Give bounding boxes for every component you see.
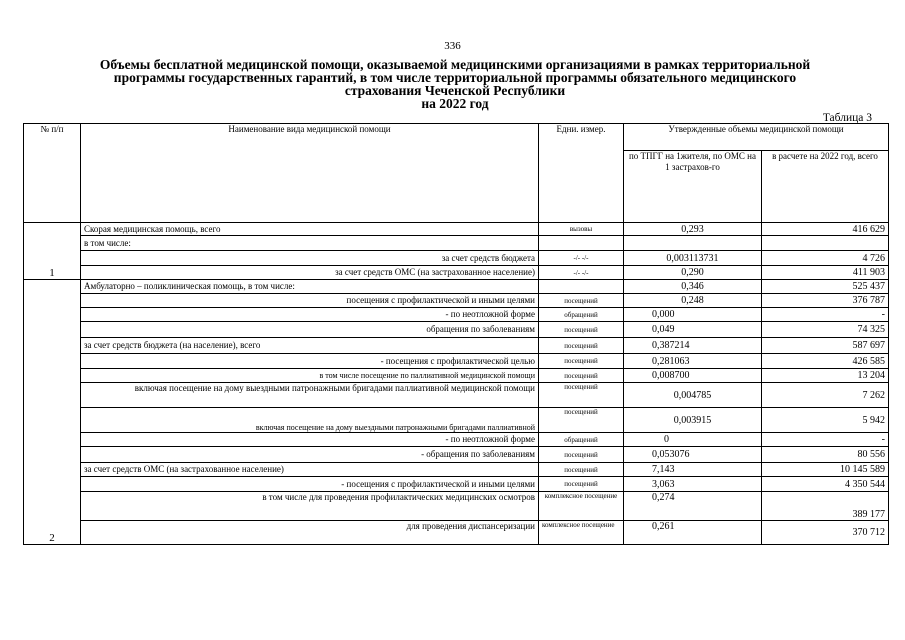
row-name: за счет средств бюджета (на население), всего [81, 338, 539, 354]
row-name: обращения по заболеваниям [81, 322, 539, 338]
row-unit: посещений [539, 354, 624, 369]
row-name: для проведения диспансеризации [81, 521, 539, 545]
row-unit: обращений [539, 433, 624, 447]
row-name: Амбулаторно – поликлиническая помощь, в том числе: [81, 280, 539, 294]
row-unit: обращений [539, 308, 624, 322]
row-total: 389 177 [762, 492, 889, 521]
header-unit: Едни. измер. [539, 124, 624, 223]
title-line-1: Объемы бесплатной медицинской помощи, оказываемой медицинскими организациями в рамках территориальной [99, 57, 811, 72]
row-unit: посещений [539, 369, 624, 383]
table-row [24, 322, 889, 338]
row-unit: -/- -/- [539, 251, 624, 266]
row-unit: посещений [539, 477, 624, 492]
row-per-capita: 3,063 [624, 477, 762, 492]
row-per-capita: 0,053076 [624, 447, 762, 463]
row-per-capita: 0,281063 [624, 354, 762, 369]
row-total: 80 556 [762, 447, 889, 463]
row-unit [539, 280, 624, 294]
row-name: - по неотложной форме [81, 433, 539, 447]
row-total: 10 145 589 [762, 463, 889, 477]
table-row [24, 223, 889, 236]
row-name: за счет средств ОМС (на застрахованное население) [81, 463, 539, 477]
row-total: 13 204 [762, 369, 889, 383]
table-row [24, 477, 889, 492]
row-per-capita: 0,293 [624, 223, 762, 236]
row-name: в том числе для проведения профилактических медицинских осмотров [81, 492, 539, 521]
row-name: за счет средств бюджета [81, 251, 539, 266]
row-total [762, 236, 889, 251]
row-unit [539, 236, 624, 251]
section-number: 1 [24, 223, 81, 280]
title-line-2: программы государственных гарантий, в том числе территориальной программы обязательного медицинского [113, 70, 797, 85]
row-name: Скорая медицинская помощь, всего [81, 223, 539, 236]
table-row [24, 433, 889, 447]
row-total: - [762, 308, 889, 322]
row-unit: посещений [539, 463, 624, 477]
row-total: 5 942 [762, 408, 889, 433]
row-unit: посещений [539, 383, 624, 408]
row-name: посещения с профилактической и иными целями [81, 294, 539, 308]
row-total: 411 903 [762, 266, 889, 280]
row-unit: посещений [539, 338, 624, 354]
row-name: включая посещение на дому выездными патронажными бригадами паллиативной [81, 408, 539, 433]
table-row [24, 447, 889, 463]
table-row [24, 280, 889, 294]
row-per-capita: 7,143 [624, 463, 762, 477]
row-total: 370 712 [762, 521, 889, 545]
row-per-capita [624, 236, 762, 251]
row-name: - посещения с профилактической целью [81, 354, 539, 369]
row-per-capita: 0,290 [624, 266, 762, 280]
title-line-3: страхования Чеченской Республики [344, 83, 566, 98]
table-caption: Таблица 3 [822, 112, 872, 124]
row-total: 525 437 [762, 280, 889, 294]
header-total: в расчете на 2022 год, всего [762, 151, 889, 223]
row-total: 376 787 [762, 294, 889, 308]
row-unit: комплексное посещение [539, 492, 624, 521]
row-total: 4 726 [762, 251, 889, 266]
row-per-capita: 0,346 [624, 280, 762, 294]
table-row [24, 408, 889, 433]
row-name: включая посещение на дому выездными патронажными бригадами паллиативной медицинской помощи [81, 383, 539, 408]
header-num: № п/п [24, 124, 81, 223]
row-total: 587 697 [762, 338, 889, 354]
row-total: 426 585 [762, 354, 889, 369]
table-row [24, 338, 889, 354]
row-unit: вызовы [539, 223, 624, 236]
row-unit: -/- -/- [539, 266, 624, 280]
row-total: 416 629 [762, 223, 889, 236]
row-per-capita: 0,387214 [624, 338, 762, 354]
row-name: в том числе посещение по паллиативной медицинской помощи [81, 369, 539, 383]
header-row [24, 124, 889, 151]
row-name: - посещения с профилактической и иными целями [81, 477, 539, 492]
table-row [24, 521, 889, 545]
page-number: 336 [444, 40, 461, 52]
row-unit: посещений [539, 294, 624, 308]
row-per-capita: 0,008700 [624, 369, 762, 383]
header-per-capita: по ТПГГ на 1жителя, по ОМС на 1 застрахов-го [624, 151, 762, 223]
row-total: 74 325 [762, 322, 889, 338]
table-row [24, 354, 889, 369]
row-name: за счет средств ОМС (на застрахованное население) [81, 266, 539, 280]
table-row [24, 236, 889, 251]
table-row [24, 463, 889, 477]
row-name: в том числе: [81, 236, 539, 251]
row-unit: посещений [539, 408, 624, 433]
row-total: 7 262 [762, 383, 889, 408]
row-name: - по неотложной форме [81, 308, 539, 322]
row-unit: посещений [539, 447, 624, 463]
row-per-capita: 0,261 [624, 521, 762, 545]
row-per-capita: 0,003113731 [624, 251, 762, 266]
header-approved: Утвержденные объемы медицинской помощи [624, 124, 889, 151]
table-row [24, 308, 889, 322]
row-total: 4 350 544 [762, 477, 889, 492]
table-row [24, 369, 889, 383]
row-per-capita: 0,003915 [624, 408, 762, 433]
row-per-capita: 0,004785 [624, 383, 762, 408]
table-row [24, 266, 889, 280]
row-per-capita: 0,049 [624, 322, 762, 338]
row-unit: комплексное посещение [539, 521, 624, 545]
row-per-capita: 0,000 [624, 308, 762, 322]
section-number: 2 [24, 280, 81, 545]
table-row [24, 294, 889, 308]
title-line-4: на 2022 год [421, 96, 489, 111]
table-row [24, 492, 889, 521]
row-unit: посещений [539, 322, 624, 338]
table-row [24, 251, 889, 266]
document-title [40, 58, 870, 110]
volumes-table [23, 123, 889, 545]
row-name: - обращения по заболеваниям [81, 447, 539, 463]
row-total: - [762, 433, 889, 447]
row-per-capita: 0 [624, 433, 762, 447]
header-name: Наименование вида медицинской помощи [81, 124, 539, 223]
row-per-capita: 0,274 [624, 492, 762, 521]
row-per-capita: 0,248 [624, 294, 762, 308]
table-row [24, 383, 889, 408]
